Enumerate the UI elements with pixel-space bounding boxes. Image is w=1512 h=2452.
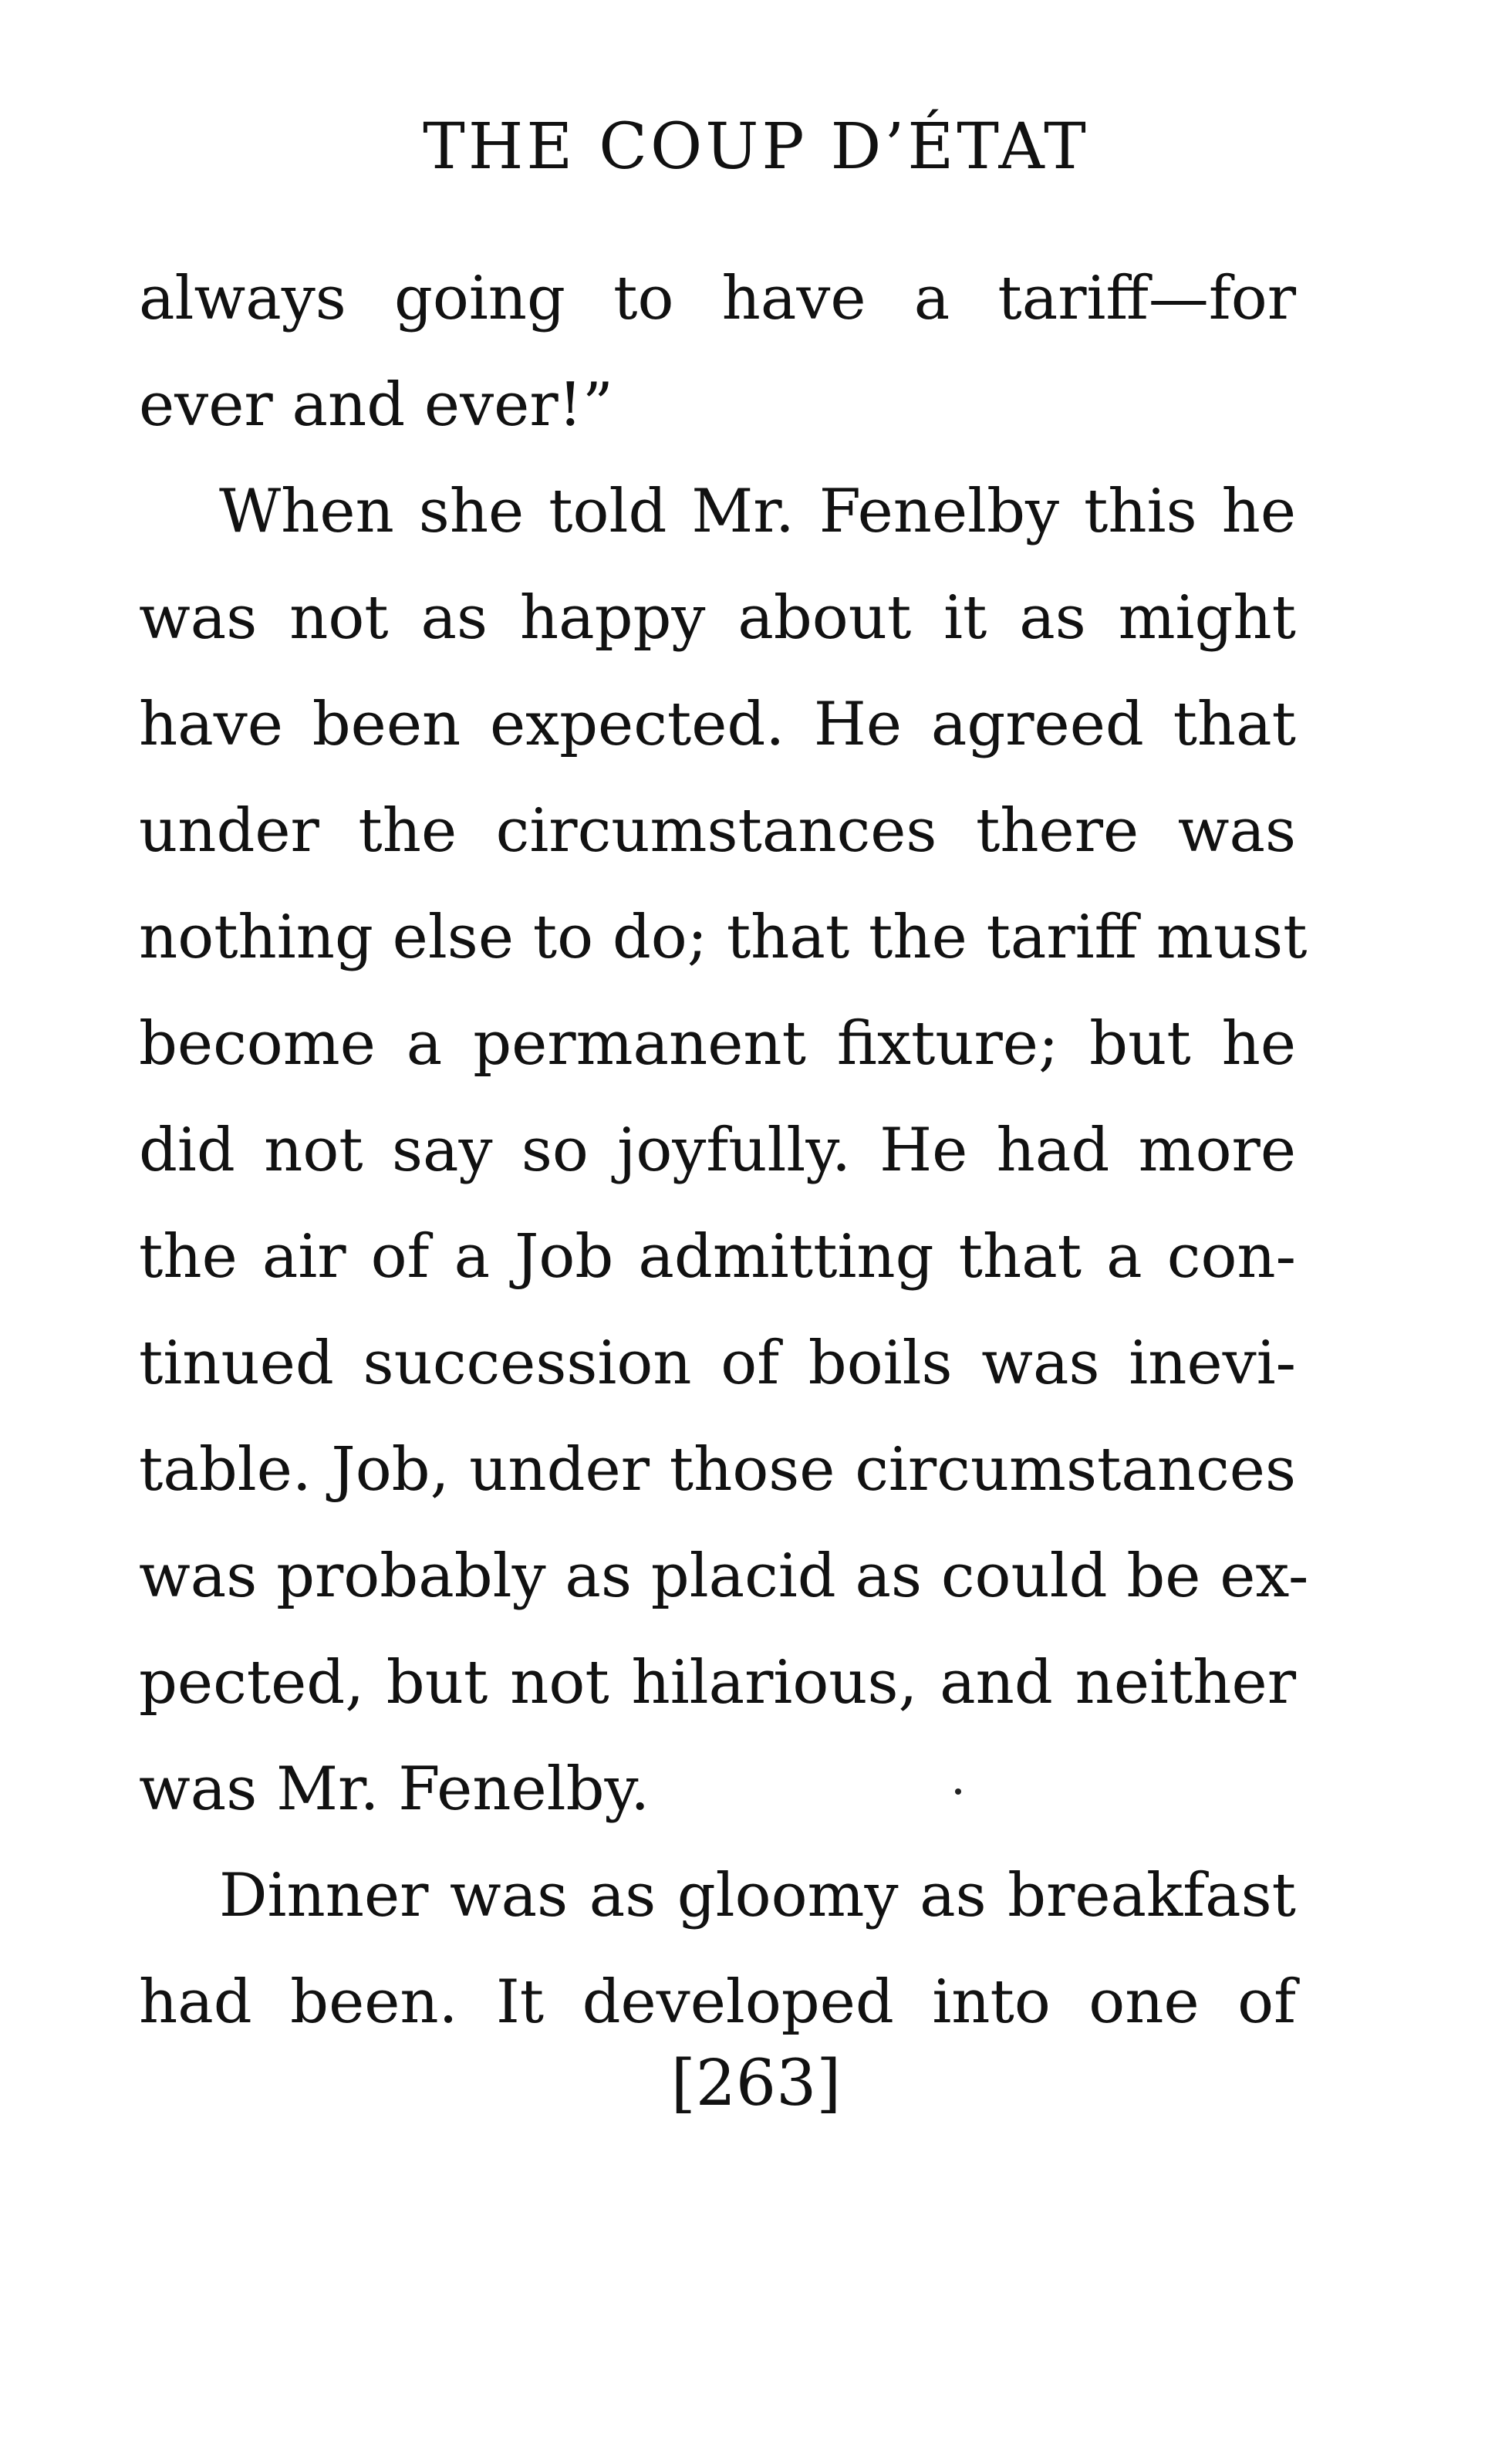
text-line: was probably as placid as could be ex- [139,1542,1309,1611]
text-line: have been expected. He agreed that [139,690,1296,759]
text-line: did not say so joyfully. He had more [139,1116,1296,1185]
text-line: When she told Mr. Fenelby this he [219,477,1296,546]
text-line: Dinner was as gloomy as breakfast [219,1861,1296,1930]
text-line: become a permanent fixture; but he [139,1009,1296,1079]
page-number: [263] [670,2047,842,2120]
text-line: nothing else to do; that the tariff must [139,903,1308,972]
body-text [139,245,1309,2055]
text-line: pected, but not hilarious, and neither [139,1648,1296,1717]
text-line: was Mr. Fenelby. [139,1755,650,1824]
text-line: ever and ever!” [139,370,613,440]
text-line: was not as happy about it as might [139,583,1296,653]
text-line: tinued succession of boils was inevi- [139,1329,1296,1398]
text-line: always going to have a tariff—for [139,264,1296,333]
text-line: the air of a Job admitting that a con- [139,1222,1296,1292]
ink-speck [955,1788,961,1795]
text-line: had been. It developed into one of [139,1967,1296,2037]
running-head: THE COUP D’ÉTAT [423,110,1089,184]
text-line: table. Job, under those circumstances [139,1435,1296,1505]
text-line: under the circumstances there was [139,796,1296,866]
